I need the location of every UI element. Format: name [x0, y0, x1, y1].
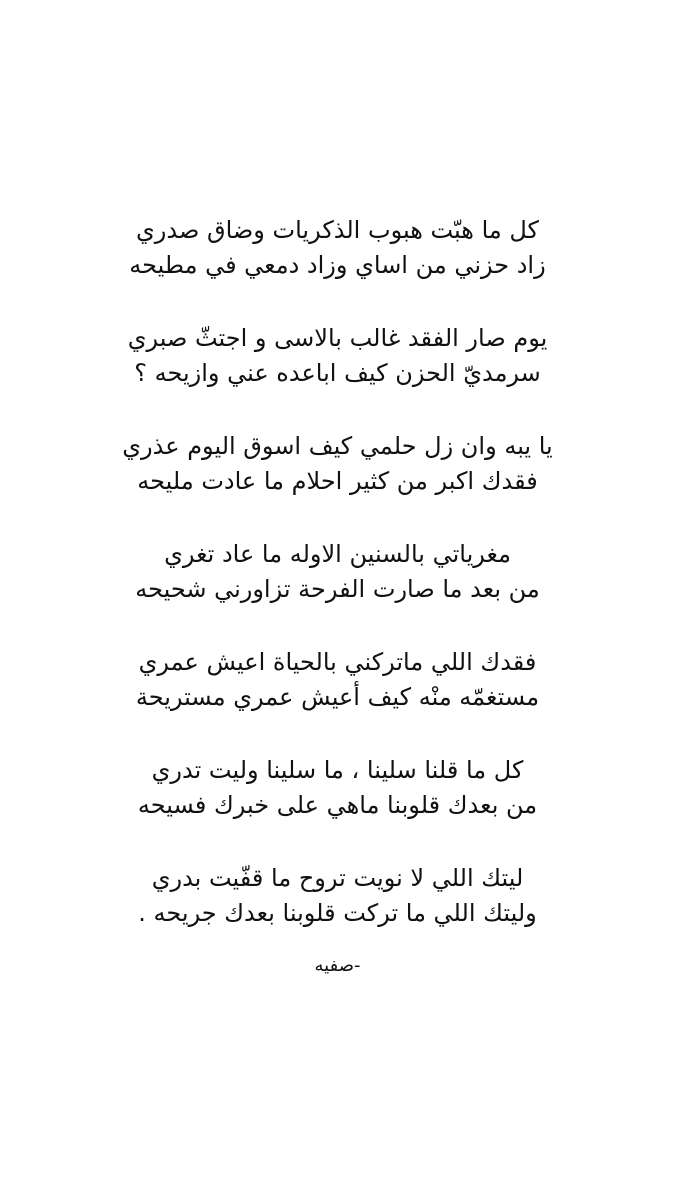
stanza-3	[0, 429, 675, 499]
stanza-2	[0, 321, 675, 391]
poem-line: من بعد ما صارت الفرحة تزاورني شحيحه	[135, 575, 540, 603]
poem-line: من بعدك قلوبنا ماهي على خبرك فسيحه	[137, 791, 538, 819]
stanza-7	[0, 861, 675, 931]
poem-line: يا يبه وان زل حلمي كيف اسوق اليوم عذري	[122, 432, 553, 460]
stanza-4	[0, 537, 675, 607]
poem-line: وليتك اللي ما تركت قلوبنا بعدك جريحه .	[138, 899, 537, 927]
poem-line: يوم صار الفقد غالب بالاسى و اجتثّ صبري	[127, 324, 548, 352]
poem-line: مستغمّه منْه كيف أعيش عمري مستريحة	[135, 683, 540, 711]
poem-line: فقدك اللي ماتركني بالحياة اعيش عمري	[138, 648, 537, 676]
poem-line: سرمديّ الحزن كيف اباعده عني وازيحه ؟	[134, 359, 541, 387]
poem-line: فقدك اكبر من كثير احلام ما عادت مليحه	[137, 467, 538, 495]
poem-line: مغرياتي بالسنين الاوله ما عاد تغري	[164, 540, 511, 568]
poem-body	[0, 213, 675, 969]
stanza-5	[0, 645, 675, 715]
stanza-1	[0, 213, 675, 283]
poem-line: كل ما هبّت هبوب الذكريات وضاق صدري	[136, 216, 539, 244]
stanza-6	[0, 753, 675, 823]
author-signature: -صفيه	[314, 955, 361, 976]
poem-line: ليتك اللي لا نويت تروح ما قفّيت بدري	[151, 864, 524, 892]
poem-line: كل ما قلنا سلينا ، ما سلينا وليت تدري	[151, 756, 524, 784]
poem-line: زاد حزني من اساي وزاد دمعي في مطيحه	[129, 251, 546, 279]
